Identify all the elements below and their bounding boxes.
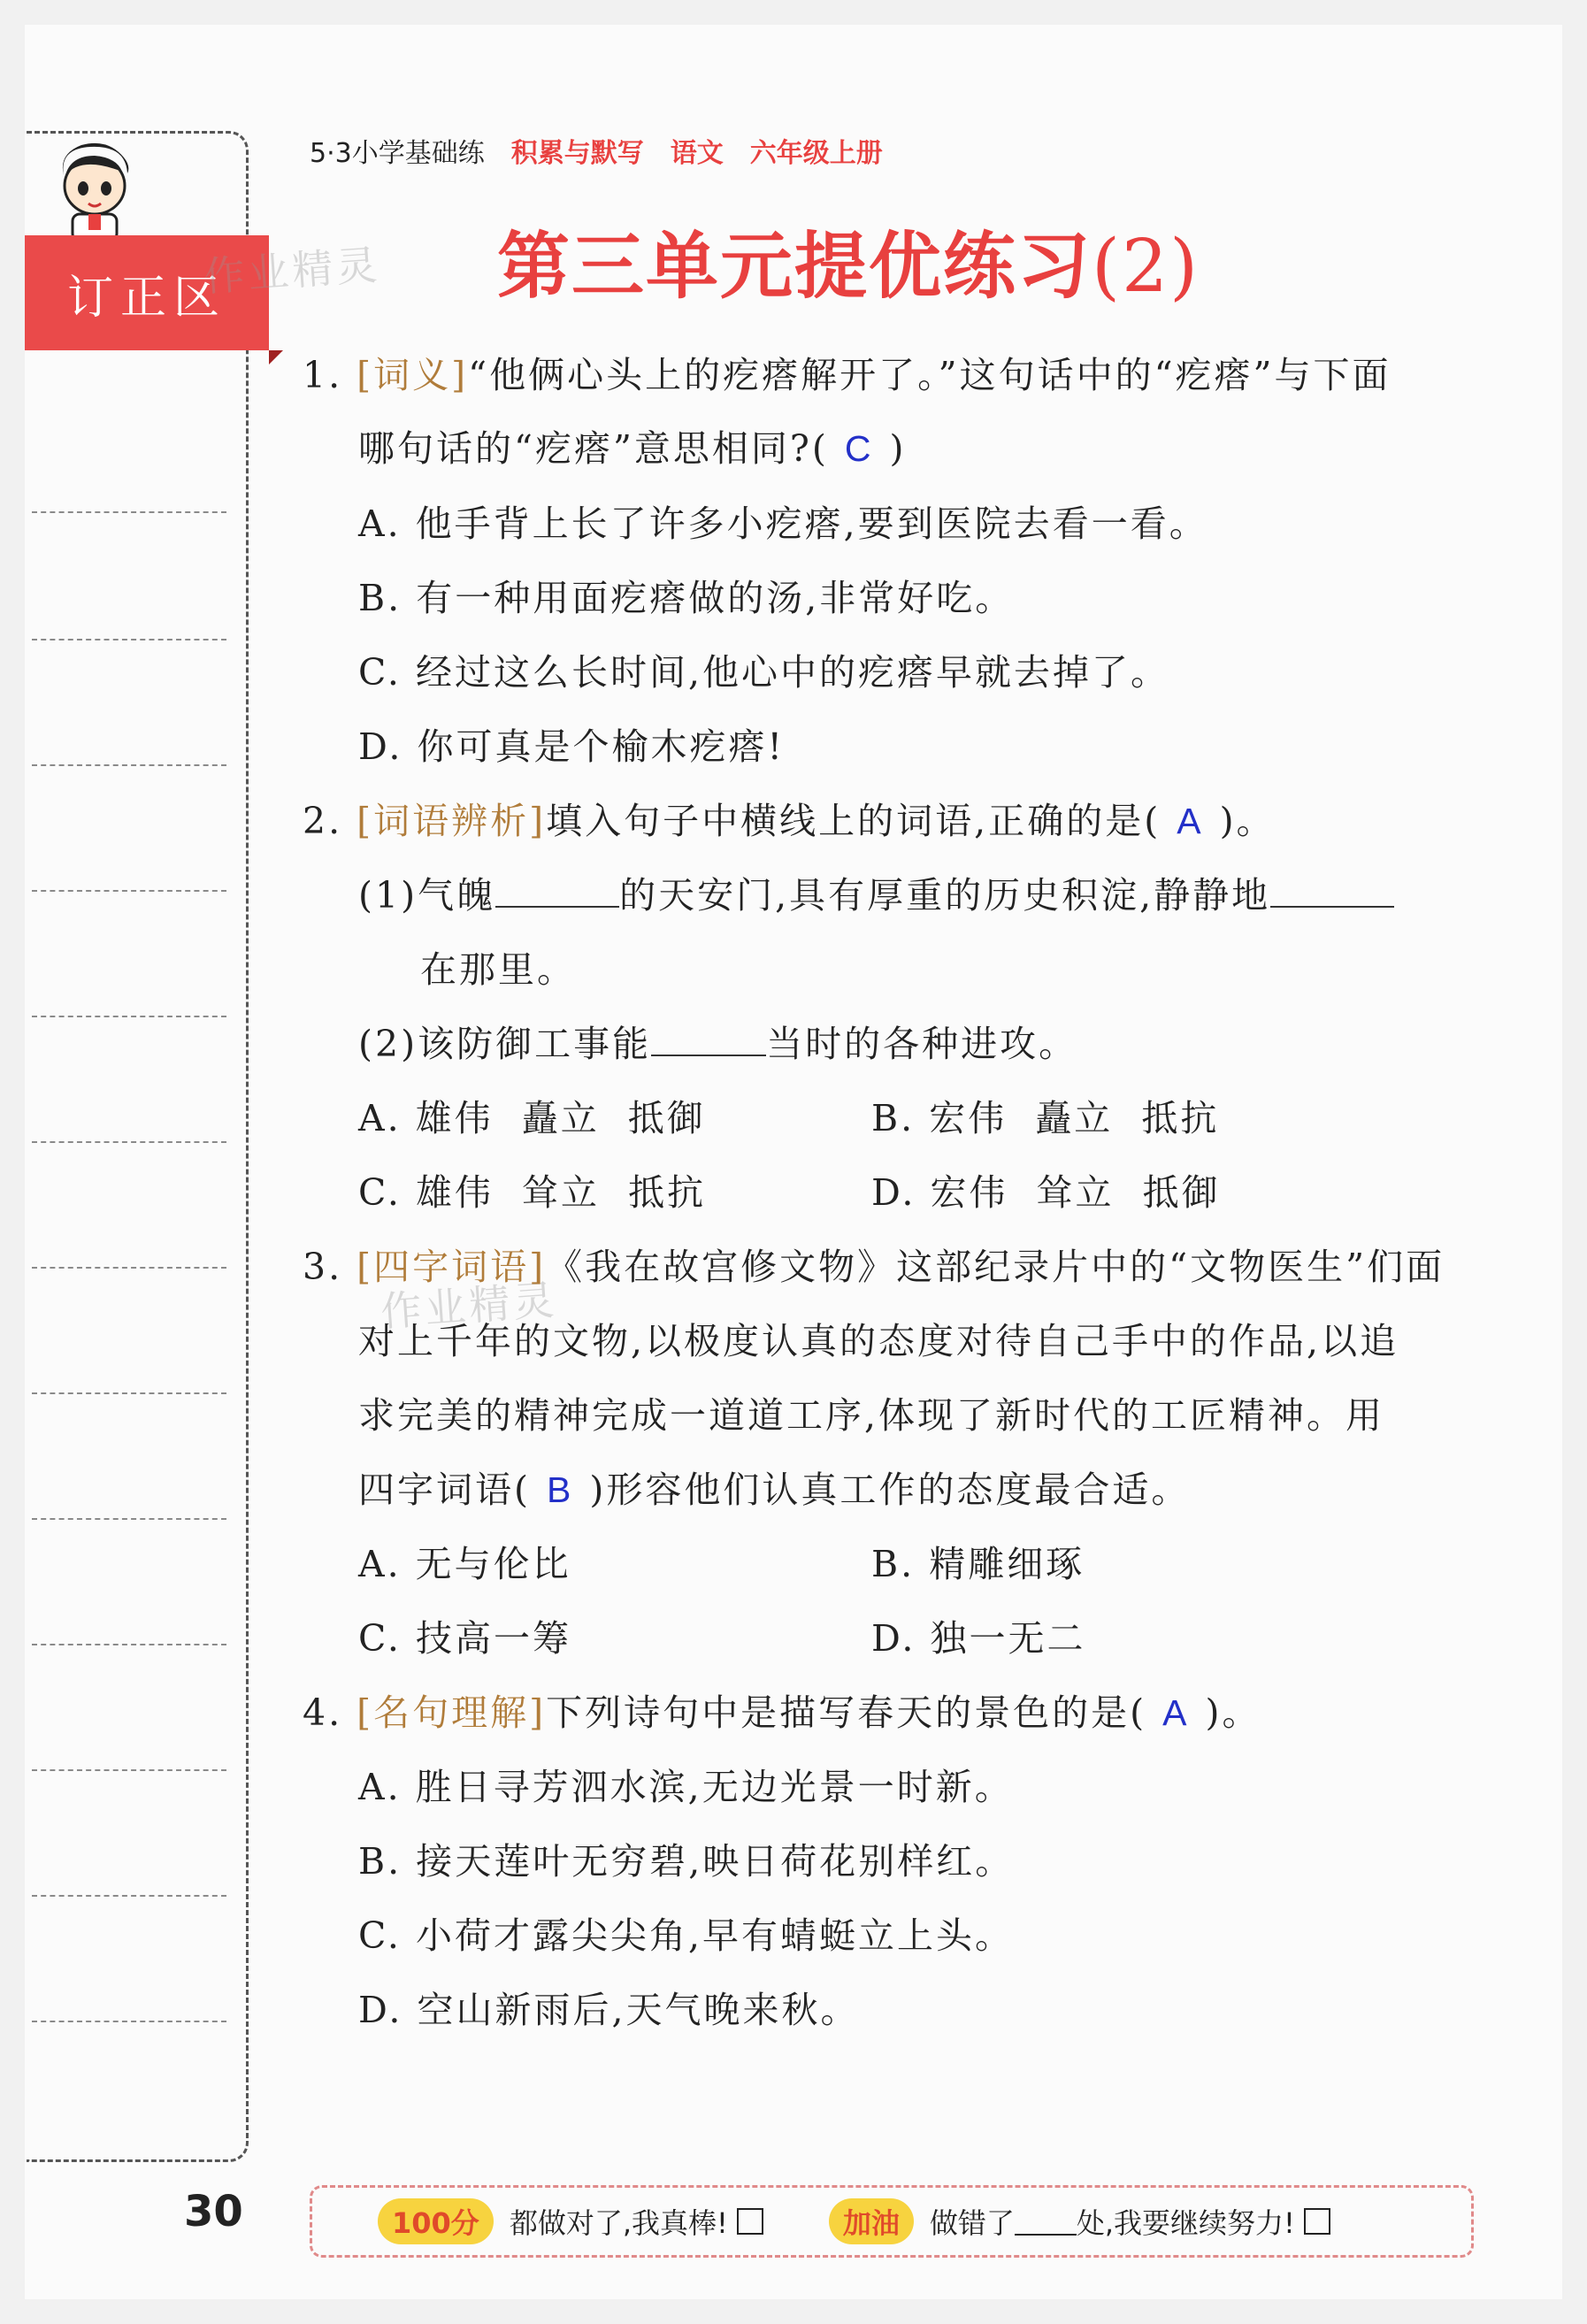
question-4-stem	[303, 1691, 1261, 1734]
option-c: C. 技高一筹	[358, 1617, 571, 1660]
correction-line	[32, 1267, 226, 1269]
wrong-text-b: 处,我要继续努力!	[1076, 2206, 1295, 2240]
question-text: 四字词语(	[358, 1469, 531, 1511]
option-a: A. 无与伦比	[358, 1543, 571, 1585]
question-number: 3.	[303, 1246, 343, 1288]
sub-question-text: 的天安门,具有厚重的历史积淀,静静地	[619, 874, 1271, 917]
question-2-stem	[303, 800, 1276, 842]
wrong-text-a: 做错了	[929, 2206, 1015, 2240]
option-b: B. 接天莲叶无穷碧,映日荷花别样红。	[358, 1840, 1015, 1883]
correction-area	[27, 131, 249, 2162]
question-number: 4.	[303, 1691, 343, 1734]
page-number: 30	[184, 2187, 243, 2236]
watermark: 作业精灵	[202, 241, 382, 301]
option-b: B. 宏伟 矗立 抵抗	[871, 1097, 1220, 1139]
question-number: 1.	[303, 354, 343, 396]
correction-line	[32, 511, 226, 513]
subject-name: 语文	[670, 138, 724, 169]
book-header	[310, 131, 883, 170]
sub-question-text: (2)该防御工事能	[358, 1023, 652, 1065]
series-name: 5·3小学基础练	[310, 138, 485, 169]
sub-question-1	[358, 874, 1394, 917]
answer-b: B	[547, 1469, 574, 1510]
question-3-stem-3: 求完美的精神完成一道道工序,体现了新时代的工匠精神。用	[358, 1394, 1385, 1437]
question-text: )。	[1219, 800, 1276, 842]
cheer-badge: 加油	[829, 2198, 914, 2244]
correction-line	[32, 1016, 226, 1017]
question-text: 《我在故宫修文物》这部纪录片中的“文物医生”们面	[546, 1246, 1445, 1288]
option-a: A. 他手背上长了许多小疙瘩,要到医院去看一看。	[358, 502, 1208, 545]
option-a: A. 胜日寻芳泗水滨,无边光景一时新。	[358, 1766, 1014, 1808]
question-1-stem	[303, 354, 1392, 396]
wrong-count-blank[interactable]	[1015, 2207, 1077, 2236]
option-b: B. 精雕细琢	[871, 1543, 1085, 1585]
fill-blank[interactable]	[651, 1054, 766, 1056]
question-text: 哪句话的“疙瘩”意思相同?(	[358, 427, 829, 470]
question-3-stem-4	[358, 1469, 1191, 1511]
self-check-footer	[310, 2185, 1474, 2258]
option-d: D. 独一无二	[871, 1617, 1086, 1660]
question-text: “他俩心头上的疙瘩解开了。”这句话中的“疙瘩”与下面	[468, 354, 1392, 396]
answer-a: A	[1177, 801, 1204, 841]
correction-line	[32, 764, 226, 766]
question-3-stem	[303, 1246, 1445, 1288]
correction-line	[32, 1518, 226, 1520]
sub-question-1-cont: 在那里。	[420, 948, 576, 991]
correction-line	[32, 1141, 226, 1143]
correction-line	[32, 639, 226, 640]
option-d: D. 你可真是个榆木疙瘩!	[358, 725, 785, 768]
question-tag: [四字词语]	[356, 1246, 547, 1288]
correction-line	[32, 1895, 226, 1897]
question-1-stem-2	[358, 427, 907, 470]
question-number: 2.	[303, 800, 343, 842]
answer-a: A	[1162, 1692, 1190, 1733]
option-d: D. 宏伟 耸立 抵御	[871, 1171, 1221, 1214]
title-paren: (2)	[1092, 225, 1200, 309]
fill-blank[interactable]	[495, 905, 619, 908]
full-score-text: 都做对了,我真棒!	[509, 2206, 728, 2240]
sub-question-text: 当时的各种进攻。	[766, 1023, 1078, 1065]
book-name: 积累与默写	[510, 138, 644, 169]
option-c: C. 经过这么长时间,他心中的疙瘩早就去掉了。	[358, 651, 1170, 694]
question-text: 下列诗句中是描写春天的景色的是(	[546, 1691, 1147, 1734]
mascot-icon	[46, 140, 143, 246]
sub-question-text: (1)气魄	[358, 874, 496, 917]
grade-name: 六年级上册	[749, 138, 883, 169]
question-tag: [名句理解]	[356, 1691, 547, 1734]
watermark: 作业精灵	[379, 1276, 559, 1336]
correction-line	[32, 1644, 226, 1645]
correction-line	[32, 890, 226, 892]
option-a: A. 雄伟 矗立 抵御	[358, 1097, 706, 1139]
option-c: C. 小荷才露尖尖角,早有蜻蜓立上头。	[358, 1914, 1015, 1957]
question-tag: [词语辨析]	[356, 800, 547, 842]
option-b: B. 有一种用面疙瘩做的汤,非常好吃。	[358, 577, 1015, 619]
fill-blank[interactable]	[1270, 905, 1394, 908]
option-d: D. 空山新雨后,天气晚来秋。	[358, 1989, 860, 2031]
question-text: )。	[1205, 1691, 1261, 1734]
correction-area-label: 订正区	[25, 235, 269, 350]
question-text: )形容他们认真工作的态度最合适。	[589, 1469, 1191, 1511]
correction-line	[32, 1392, 226, 1394]
question-text: )	[889, 427, 907, 470]
correction-line	[32, 2021, 226, 2022]
keep-trying-checkbox[interactable]	[1304, 2208, 1330, 2235]
sub-question-2	[358, 1023, 1078, 1065]
question-tag: [词义]	[356, 354, 469, 396]
title-main: 第三单元提优练习	[497, 225, 1092, 309]
question-text: 填入句子中横线上的词语,正确的是(	[546, 800, 1162, 842]
option-c: C. 雄伟 耸立 抵抗	[358, 1171, 707, 1214]
answer-c: C	[844, 428, 874, 469]
full-score-checkbox[interactable]	[737, 2208, 763, 2235]
page-title	[497, 209, 1200, 312]
question-3-stem-2: 对上千年的文物,以极度认真的态度对待自己手中的作品,以追	[358, 1320, 1399, 1362]
full-score-badge: 100分	[378, 2198, 494, 2244]
correction-line	[32, 1769, 226, 1771]
